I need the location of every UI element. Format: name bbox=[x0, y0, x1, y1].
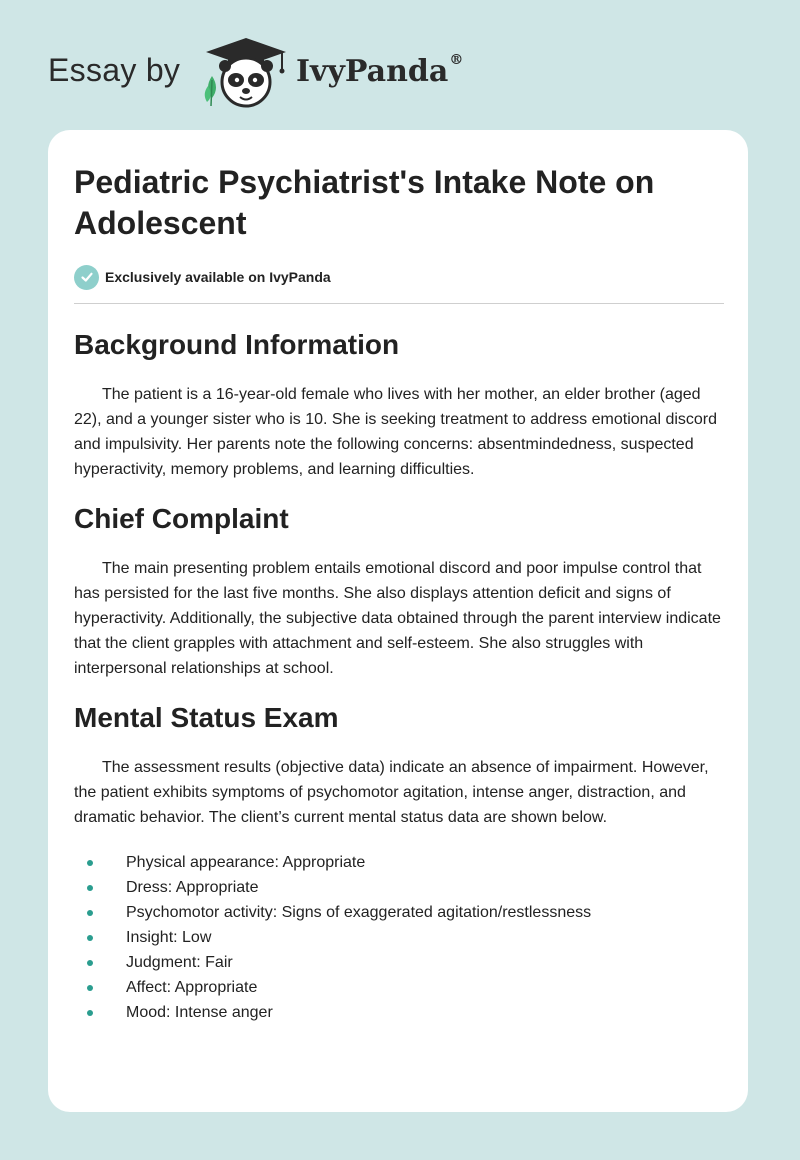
list-item bbox=[74, 850, 724, 875]
check-circle-icon bbox=[74, 265, 99, 290]
list-item-text: Psychomotor activity: Signs of exaggerated agitation/restlessness bbox=[126, 904, 592, 921]
article-card bbox=[48, 130, 748, 1112]
list-item bbox=[74, 875, 724, 900]
brand-name-text: IvyPanda bbox=[296, 54, 449, 89]
badge-text: Exclusively available on IvyPanda bbox=[105, 269, 331, 285]
section-paragraph-mental-status: The assessment results (objective data) indicate an absence of impairment. However, the patient exhibits symptoms of psychomotor agitation, intense anger, distraction, and dramatic behavior. The client’s current mental status data are shown below. bbox=[74, 759, 709, 826]
list-item bbox=[74, 1000, 724, 1025]
section-paragraph-chief-complaint: The main presenting problem entails emotional discord and poor impulse control that has persisted for the last five months. She also displays attention deficit and signs of hyperactivity. Additionally, the subjective data obtained through the parent interview indicate that the client grapples with attachment and self-esteem. She also struggles with interpersonal relationships at school. bbox=[74, 560, 721, 677]
list-item bbox=[74, 900, 724, 925]
article-title: Pediatric Psychiatrist's Intake Note on Adolescent bbox=[74, 164, 655, 241]
list-item-text: Physical appearance: Appropriate bbox=[126, 854, 366, 871]
section-heading-chief-complaint: Chief Complaint bbox=[74, 503, 289, 534]
list-item bbox=[74, 975, 724, 1000]
list-item-text: Insight: Low bbox=[126, 929, 212, 946]
brand-name[interactable] bbox=[296, 54, 463, 89]
list-item-text: Judgment: Fair bbox=[126, 954, 233, 971]
mental-status-list bbox=[74, 850, 724, 1025]
panda-graduate-icon[interactable] bbox=[202, 36, 290, 108]
bullet-icon bbox=[87, 885, 93, 891]
bullet-icon bbox=[87, 960, 93, 966]
registered-mark: ® bbox=[449, 52, 464, 68]
article-content bbox=[74, 162, 724, 1025]
list-item bbox=[74, 950, 724, 975]
exclusive-badge bbox=[74, 264, 724, 290]
section-paragraph-background: The patient is a 16-year-old female who lives with her mother, an elder brother (aged 22), and a younger sister who is 10. She is seeking treatment to address emotional discord and impulsivity. Her parents note the following concerns: absentmindedness, suspected hyperactivity, memory problems, and learning difficulties. bbox=[74, 386, 718, 478]
section-heading-mental-status: Mental Status Exam bbox=[74, 702, 339, 733]
section-heading-background: Background Information bbox=[74, 329, 400, 360]
title-divider bbox=[74, 303, 724, 304]
bullet-icon bbox=[87, 910, 93, 916]
bullet-icon bbox=[87, 1010, 93, 1016]
bullet-icon bbox=[87, 860, 93, 866]
list-item-text: Affect: Appropriate bbox=[126, 979, 258, 996]
list-item-text: Dress: Appropriate bbox=[126, 879, 259, 896]
brand-prefix: Essay by bbox=[48, 52, 181, 88]
bullet-icon bbox=[87, 985, 93, 991]
list-item-text: Mood: Intense anger bbox=[126, 1004, 273, 1021]
bullet-icon bbox=[87, 935, 93, 941]
site-header bbox=[0, 0, 800, 130]
list-item bbox=[74, 925, 724, 950]
